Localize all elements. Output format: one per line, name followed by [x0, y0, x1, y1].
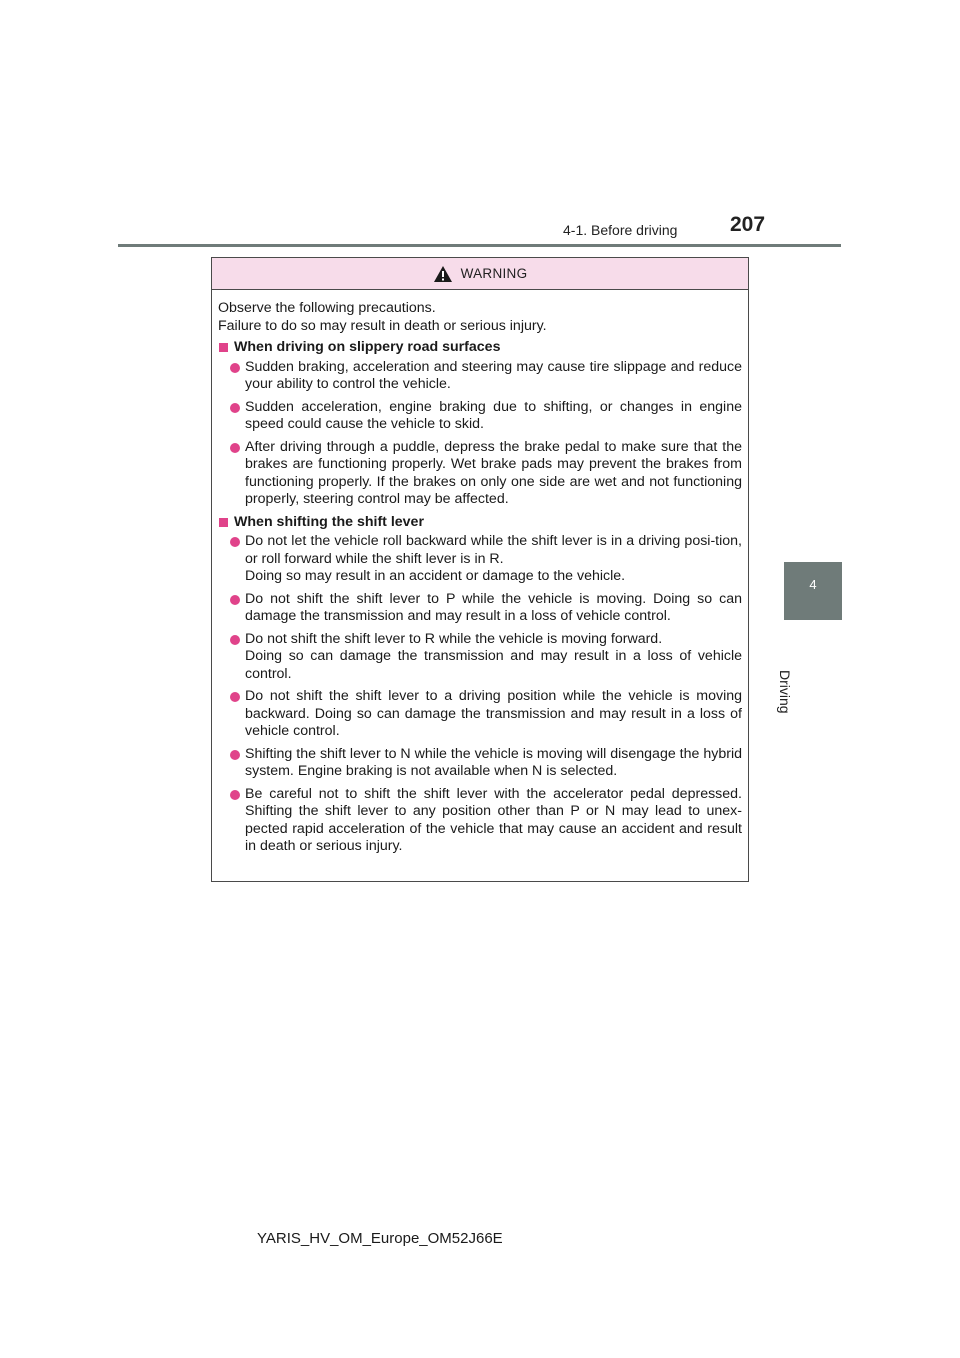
section-heading — [218, 514, 742, 532]
document-id: YARIS_HV_OM_Europe_OM52J66E — [257, 1230, 503, 1247]
chapter-label: Driving — [777, 670, 793, 714]
section-heading-text: When shifting the shift lever — [234, 513, 424, 530]
square-bullet-icon — [219, 343, 228, 352]
list-item — [222, 533, 742, 586]
warning-box — [211, 257, 749, 882]
warning-body — [212, 290, 748, 856]
chapter-number: 4 — [809, 577, 817, 592]
list-item-text: After driving through a puddle, depress the brake pedal to make sure that the brakes are functioning properly. Wet brake pads may prevent the brakes from functioning properly. If the brakes on only one side are wet and not functioning properly, steering control may be affected. — [245, 438, 742, 507]
section-heading — [218, 339, 742, 357]
list-item-text: Do not shift the shift lever to R while the vehicle is moving forward. Doing so can damage the transmission and may result in a loss of vehicle control. — [245, 630, 742, 682]
list-item — [222, 399, 742, 434]
circle-bullet-icon — [230, 595, 240, 605]
chapter-tab — [784, 562, 842, 620]
list-item-text: Sudden braking, acceleration and steering may cause tire slippage and reduce your ability to control the vehicle. — [245, 358, 742, 392]
list-item-text: Do not shift the shift lever to P while the vehicle is moving. Doing so can damage the transmission and may result in a loss of vehicle control. — [245, 590, 742, 624]
circle-bullet-icon — [230, 790, 240, 800]
section-title: 4-1. Before driving — [563, 222, 678, 238]
page-number: 207 — [730, 213, 766, 236]
list-item — [222, 439, 742, 509]
circle-bullet-icon — [230, 443, 240, 453]
list-item-text: Do not let the vehicle roll backward while the shift lever is in a driving posi-tion, or roll forward while the shift lever is in R. Doing so may result in an accident or damage to the vehicle. — [245, 533, 742, 584]
list-item — [222, 359, 742, 394]
warning-header — [212, 258, 748, 290]
circle-bullet-icon — [230, 635, 240, 645]
circle-bullet-icon — [230, 403, 240, 413]
list-item-text: Sudden acceleration, engine braking due to shifting, or changes in engine speed could cause the vehicle to skid. — [245, 398, 742, 432]
warning-title: WARNING — [460, 266, 528, 281]
square-bullet-icon — [219, 518, 228, 527]
list-item — [222, 688, 742, 741]
intro-line: Failure to do so may result in death or serious injury. — [218, 317, 547, 334]
header-rule — [118, 244, 841, 247]
list-item — [222, 746, 742, 781]
circle-bullet-icon — [230, 750, 240, 760]
warning-intro — [218, 300, 742, 335]
circle-bullet-icon — [230, 537, 240, 547]
list-item — [222, 591, 742, 626]
circle-bullet-icon — [230, 692, 240, 702]
circle-bullet-icon — [230, 363, 240, 373]
list-item-text: Shifting the shift lever to N while the vehicle is moving will disengage the hybrid system. Engine braking is not available when N is selected. — [245, 745, 742, 779]
list-item-text: Do not shift the shift lever to a driving position while the vehicle is moving backward. Doing so can damage the transmission and may result in a loss of vehicle control. — [245, 688, 742, 739]
section-heading-text: When driving on slippery road surfaces — [234, 339, 501, 355]
list-item — [222, 786, 742, 856]
list-item — [222, 631, 742, 684]
list-item-text: Be careful not to shift the shift lever with the accelerator pedal depressed. Shifting the shift lever to any position other than P or N may lead to unex-pected rapid acceleration of the vehicle that may cause an accident and result in death or serious injury. — [245, 785, 742, 854]
intro-line: Observe the following precautions. — [218, 300, 436, 316]
warning-triangle-icon — [433, 265, 453, 283]
